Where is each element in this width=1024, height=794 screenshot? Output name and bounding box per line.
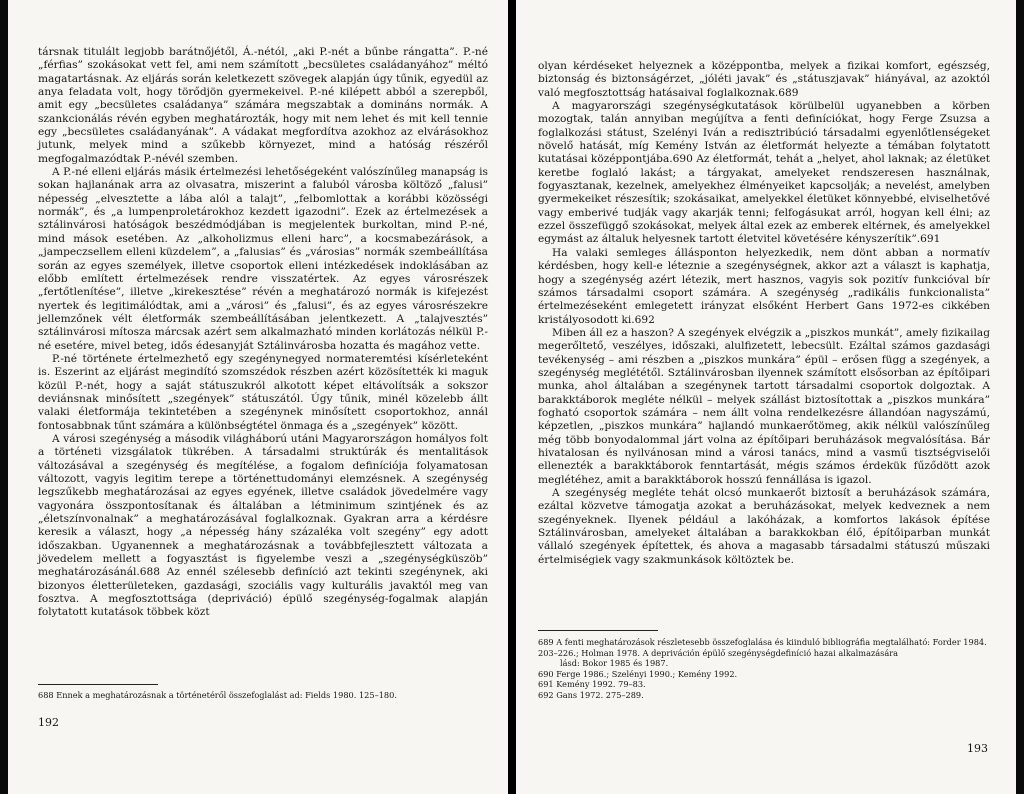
right-page-body <box>538 60 990 567</box>
footnote-690: 690 Ferge 1986.; Szelényi 1990.; Kemény 1992. <box>538 668 738 679</box>
footnote-689: 689 A fenti meghatározások részletesebb összefoglalása és kiinduló bibliográfia megtalálható: Forder 1984. 203–226.; Holman 1978. A depriváción épülő szegénységdefiníció hazai alkalmazására <box>538 637 987 658</box>
left-page-number: 192 <box>38 716 59 729</box>
book-gutter <box>508 0 516 794</box>
right-paragraph-1: olyan kérdéseket helyeznek a középpontba, melyek a fizikai komfort, egészség, biztonság és biztonságérzet, „jóléti javak” és „státuszjavak” hiányával, az azoktól való megfosztottság hatásaival foglalkoznak.689 <box>538 60 990 99</box>
left-paragraph-3: P.-né története értelmezhető egy szegénynegyed normateremtési kísérleteként is. Eszerint az eljárást megindító szomszédok részben azért közösítették ki maguk közül P.-nét, hogy a saját státuszukról alkotott képet eltávolítsák a sokszor deviánsnak minősített „szegények” státuszától. Úgy tűnik, minél közelebb állt valaki életformája tekintetében a szegénynek minősített csoportokhoz, annál fontosabbnak tűnt számára a különbségtétel önmaga és a „szegények” között. <box>38 352 488 432</box>
right-paragraph-5: A szegénység meglétе tehát olcsó munkaerőt biztosít a beruházások számára, ezáltal közvetve támogatja azokat a beruházásokat, melyek kedveznek a nem szegényeknek. Ilyenek például a lakóházak, a komfortos lakások építése Sztálinvárosban, amelyeket általában a barakkokban élő, építőiparban munkát vállaló szegények építettek, és ahova a magasabb társadalmi státuszú műszaki értelmiségiek vagy szakmunkások költöztek be. <box>538 487 990 566</box>
left-paragraph-2: A P.-né elleni eljárás másik értelmezési lehetőségeként valószínűleg manapság is sokan hajlanának arra az olvasatra, miszerint a faluból városba költöző „falusi” népesség „elvesztette a lába alól a talajt”, „felbomlottak a korábbi közösségi normák”, és „a lumpenproletárokhoz kezdett igazodni”. Ezek az értelmezések a sztálinvárosi hatóságok beszédmódjában is megjelentek burkoltan, mind P.-né, mind mások esetében. Az „alkoholizmus elleni harc”, a kocsmabezárások, a „jampeczsellem elleni küzdelem”, a „falusias” és „városias” normák szembeállítása során az egyes személyek, illetve csoportok elleni intézkedések indoklásában az előbb említett értelmezések rendre visszatértek. Az egyes városrészek „fertőtlenítése”, illetve „kirekesztése” révén a meghatározó normák is kifejezést nyertek és legitimálódtak, ami a „városi” és „falusi”, és az egyes városrészekre jellemzőnek vélt életformák szembeállításában jelentkezett. A „talajvesztés” sztálinvárosi mítosza márcsak azért sem alkalmazható minden korlátozás nélkül P.-né esetére, mivel beteg, idős édesanyját Sztálinvárosba hozatta és magához vette. <box>38 166 488 352</box>
footnote-688: 688 Ennek a meghatározásnak a történetéről összefoglalást ad: Fields 1980. 125–180. <box>38 690 397 700</box>
right-page-number: 193 <box>967 742 988 755</box>
left-footnotes <box>38 690 478 701</box>
right-paragraph-3: Ha valaki semleges állásponton helyezkedik, nem dönt abban a normatív kérdésben, hogy kell-e létezniе a szegénységnek, akkor azt a választ is kaphatja, hogy a szegénység azért létezik, mert hasznos, vagyis sok pozitív funkcióval bír számos társadalmi csoport számára. A szegénység „radikális funkcionalista” értelmezéseként emlegetett irányzat elsőként Herbert Gans 1972-es cikkében kristályosodott ki.692 <box>538 246 990 326</box>
left-paragraph-4: A városi szegénység a második világháború utáni Magyarországon homályos folt a történeti vizsgálatok tükrében. A társadalmi struktúrák és mentalitások változásával a szegénység és megítélése, a fogalom definíciója folyamatosan változott, vagyis legitim terepe a történettudományi elemzésnek. A szegénység legszűkebb meghatározásai az egyes egyének, illetve családok jövedelmére vagy vagyonára összpontosítanak és általában a létminimum szintjének és az „életszínvonalnak” a meghatározásával foglalkoznak. Gyakran arra a kérdésre keresik a választ, hogy „a népesség hány százaléka volt szegény” egy adott időszakban. Ugyanennek a meghatározásnak a továbbfejlesztett változata a jövedelem mellett a fogyasztást is figyelembe veszi a „szegénységküszöb” meghatározásánál.688 Az ennél szélesebb definíció azt tekinti szegénynek, aki bizonyos életterületeken, gazdasági, szociális vagy kulturális javaktól meg van fosztva. A megfosztottsága (depriváció) épülő szegénység-fogalmak alapján folytatott kutatások többek közt <box>38 432 488 619</box>
footnote-691: 691 Kemény 1992. 79–83. <box>538 679 646 690</box>
left-page-body <box>38 46 488 620</box>
right-paragraph-2: A magyarországi szegénységkutatások körülbelül ugyanebben a körben mozogtak, talán annyiban megújítva a fenti definíciókat, hogy Ferge Zsuzsa a foglalkozási státust, Szelényi Iván a redisztribúció társadalmi egyenlőtlenségeket növelő hatását, míg Kemény István az életformát helyezte a témában folytatott kutatásai középpontjába.690 Az életformát, tehát a „helyet, ahol laknak; az életüket keretbe foglaló lakást; a tárgyakat, amelyeket rendszeresen használnak, fogyasztanak, kezelnek, amelyekhez élményeiket kapcsolják; a nevelést, amelyben gyermekeiket részesítik; szokásaikat, amelyekkel életüket könnyebbé, elviselhetővé vagy emberivé tudják vagy akarják tenni; felfogásukat arról, hogyan kell élni; az ezzel összefüggő szokásokat, melyek által ezek az emberek eltérnek, és amelyekkel egymást az általuk helyesnek tartott életvitel követésére kényszerítik”.691 <box>538 100 991 246</box>
right-page <box>516 0 1016 794</box>
right-footnote-rule <box>538 630 658 631</box>
footnote-692: 692 Gans 1972. 275–289. <box>538 689 644 700</box>
left-footnote-rule <box>38 684 158 685</box>
left-paragraph-1: társnak titulált legjobb barátnőjétől, Á.-nétól, „aki P.-nét a bűnbe rángatta”. P.-né „férfias” szokásokat vett fel, ami nem számított „becsületes családanyához” méltó magatartásnak. Az eljárás során keletkezett szövegek alapján úgy tűnik, egyedül az anya feladata volt, hogy törődjön gyermekeivel. P.-né kilépett abból a szerepből, amit egy „becsületes családanya” számára megszabtak a domináns normák. A szankcionálás révén egyben meghatározták, hogy mit nem lehet és mit kell tennie egy „becsületes családanyának”. A vádakat megfordítva azokhoz az elvárásokhoz jutunk, melyek mind a szűkebb környezet, mind a hatóság részéről megfogalmazódtak P.-névél szemben. <box>38 46 488 165</box>
right-footnotes <box>538 637 988 701</box>
footnote-689-continuation: lásd: Bokor 1985 és 1987. <box>560 658 669 669</box>
right-paragraph-4: Miben áll ez a haszon? A szegények elvégzik a „piszkos munkát”, amely fizikailag megerőltető, veszélyes, időszaki, alulfizetett, lebecsült. Ezáltal számos gazdasági tevékenység – ami részben a „piszkos munkára” épül – erősen függ a szegények, a szegénység meglététől. Sztálinvárosban ilyennek számított elsősorban az építőipari munka, ahol általában a szegénynek tartott társadalmi csoportok dolgoztak. A barakktáborok meglétе nélkül – melyek szállást biztosítottak a „piszkos munkára” fogható csoportok számára – nem állt volna rendelkezésre állandóan nagyszámú, képzetlen, „piszkos munkára” hajlandó munkaerőtömeg, akik nélkül valószínűleg még több bonyodalommal járt volna az építőipari beruházások megvalósítása. Bár hivatalosan és nyilvánosan mind a városi tanács, mind a vasmű tisztségviselői ellenezték a barakktáborok fenntartását, mégis számos érdekük fűződött azok meglétéhez, amit a barakktáborok hosszú fennállása is igazol. <box>538 326 990 486</box>
left-page <box>8 0 508 794</box>
